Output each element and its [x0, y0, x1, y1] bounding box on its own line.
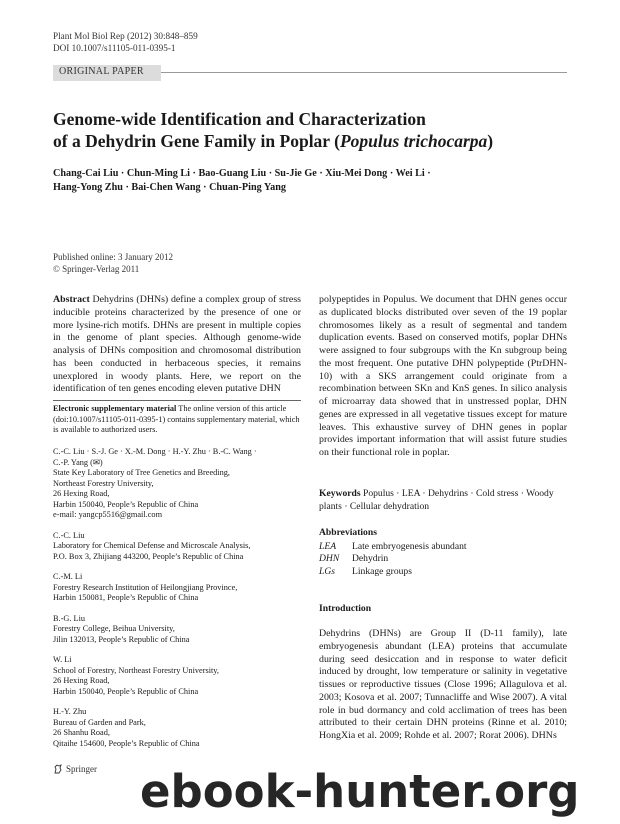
paper-title: Genome-wide Identification and Characterization of a Dehydrin Gene Family in Poplar (Populus trichocarpa) [53, 109, 494, 151]
affiliation-3: C.-M. Li Forestry Research Institution of Heilongjiang Province, Harbin 150081, People’s Republic of China [53, 572, 238, 602]
abbreviations-heading: Abbreviations [319, 527, 377, 538]
affiliation-5: W. Li School of Forestry, Northeast Forestry University, 26 Hexing Road, Harbin 150040, People’s Republic of China [53, 655, 219, 696]
affiliations [53, 447, 301, 759]
journal-header [53, 30, 198, 54]
introduction-text: Dehydrins (DHNs) are Group II (D-11 family), late embryogenesis abundant (LEA) proteins that accumulate during seed desiccation and in response to water deficit induced by drought, low temperature or salinity in vegetative tissues or reproductive tissues (Close 1996; Allagulova et al. 2003; Kosova et al. 2007; Tunnacliffe and Wise 2007). A vital role in bud dormancy and cold acclimation of trees has been attributed to their certain DHN proteins (Rinne et al. 2010; HongXia et al. 2009; Rohde et al. 2007; Rorat 2006). DHNs [319, 628, 567, 741]
publication-info [53, 251, 173, 275]
keywords-label: Keywords [319, 488, 361, 499]
abstract-left: Abstract Dehydrins (DHNs) define a complex group of stress inducible proteins characterized by the presence of one or more lysine-rich motifs. DHNs are present in multiple copies in the genome of plant species. Although genome-wide analysis of DHNs composition and chromosomal distribution has been conducted in herbaceous species, it remains unexplored in woody plants. Here, we report on the identification of ten genes encoding eleven putative DHN [53, 294, 302, 395]
author-list: Chang-Cai Liu · Chun-Ming Li · Bao-Guang Liu · Su-Jie Ge · Xiu-Mei Dong · Wei Li · Hang-Yong Zhu · Bai-Chen Wang · Chuan-Ping Yang [53, 168, 431, 193]
article-type: ORIGINAL PAPER [59, 66, 144, 77]
copyright: © Springer-Verlag 2011 [53, 264, 140, 274]
affiliation-2: C.-C. Liu Laboratory for Chemical Defense and Microscale Analysis, P.O. Box 3, Zhijiang 443200, People’s Republic of China [53, 530, 251, 561]
article-type-bar [53, 65, 567, 81]
abbrev-row: LGs Linkage groups [319, 565, 412, 577]
springer-horse-icon [53, 764, 63, 774]
affiliation-6: H.-Y. Zhu Bureau of Garden and Park, 26 Shanhu Road, Qitaihe 154600, People’s Republic of China [53, 707, 200, 748]
abbrev-row: DHN Dehydrin [319, 553, 389, 564]
publisher-footer [53, 764, 97, 774]
publisher-name: Springer [66, 764, 97, 774]
affiliation-1: C.-C. Liu · S.-J. Ge · X.-M. Dong · H.-Y. Zhu · B.-C. Wang · C.-P. Yang (✉) State Key Laboratory of Tree Genetics and Breeding, Northeast Forestry University, 26 Hexing Road, Harbin 150040, People’s Republic of China e-mail: yangcp5516@gmail.com [53, 447, 301, 521]
abstract-label: Abstract [53, 294, 90, 305]
watermark: ebook-hunter.org [140, 765, 580, 818]
abbrev-row: LEA Late embryogenesis abundant [319, 540, 467, 552]
affiliation-4: B.-G. Liu Forestry College, Beihua University, Jilin 132013, People’s Republic of China [53, 613, 190, 644]
introduction-heading: Introduction [319, 603, 372, 614]
doi: DOI 10.1007/s11105-011-0395-1 [53, 43, 176, 53]
published-date: Published online: 3 January 2012 [53, 252, 173, 262]
supplementary-note: Electronic supplementary material The online version of this article (doi:10.1007/s11105-011-0395-1) contains supplementary material, which is available to authorized users. [53, 400, 301, 436]
abbreviations [319, 527, 567, 578]
email-link[interactable]: e-mail: yangcp5516@gmail.com [53, 510, 163, 519]
keywords: Keywords Populus · LEA · Dehydrins · Cold stress · Woody plants · Cellular dehydration [319, 488, 554, 512]
abstract-right: polypeptides in Populus. We document that DHN genes occur as duplicated blocks distributed over seven of the 19 poplar chromosomes likely as a result of segmental and tandem duplication events. Based on conserved motifs, poplar DHNs were assigned to four subgroups with the Kn subgroup being the most frequent. One putative DHN polypeptide (PtrDHN-10) with a SKS arrangement could originate from a recombination between SKn and KnS genes. In silico analysis of microarray data showed that in unstressed poplar, DHN genes are expressed in all vegetative tissues except for mature leaves. This exhaustive survey of DHN genes in poplar provides important information that will assist future studies on their functional role in poplar. [319, 294, 567, 458]
journal-citation: Plant Mol Biol Rep (2012) 30:848–859 [53, 31, 198, 41]
